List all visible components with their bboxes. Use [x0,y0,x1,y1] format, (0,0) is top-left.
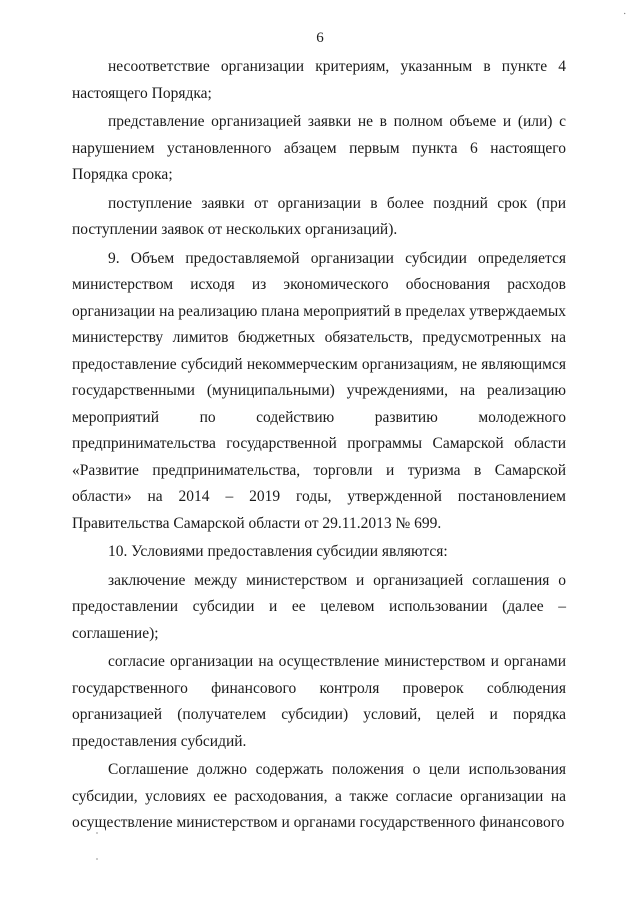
paragraph-control-consent: согласие организации на осуществление министерством и органами государственного финансового контроля проверок соблюдения организацией (получателем субсидии) условий, целей и порядка предоставления субсидий. [72,653,566,750]
paragraph-item-9-subsidy-amount: 9. Объем предоставляемой организации субсидии определяется министерством исходя из экономического обоснования расходов организации на реализацию плана мероприятий в пределах утверждаемых министерству лимитов бюджетных обязательств, предусмотренных на предоставление субсидий некоммерческим организациям, не являющимся государственными (муниципальными) учреждениями, на реализацию мероприятий по содействию развитию молодежного предпринимательства государственной программы Самарской области «Развитие предпринимательства, торговли и туризма в Самарской области» на 2014 – 2019 годы, утвержденной постановлением Правительства Самарской области от 29.11.2013 № 699. [72,249,566,532]
paragraph-item-10-conditions: 10. Условиями предоставления субсидии являются: [108,543,448,560]
paragraph-incomplete-application: представление организацией заявки не в полном объеме и (или) с нарушением установленного абзацем первым пункта 6 настоящего Порядка срока; [72,113,566,183]
scan-corner-mark: ⸱ [623,9,626,20]
paragraph-late-application: поступление заявки от организации в более поздний срок (при поступлении заявок от нескольких организаций). [72,194,566,238]
scan-speck [96,858,98,860]
document-body [72,54,566,837]
paragraph-agreement-conclusion: заключение между министерством и организацией соглашения о предоставлении субсидии и ее целевом использовании (далее – соглашение); [72,571,566,642]
page-number: 6 [316,30,324,46]
paragraph-criteria-mismatch: несоответствие организации критериям, указанным в пункте 4 настоящего Порядка; [72,58,566,102]
paragraph-agreement-content: Соглашение должно содержать положения о цели использования субсидии, условиях ее расходования, а также согласие организации на осуществление министерством и органами государственного финансового [72,761,566,831]
